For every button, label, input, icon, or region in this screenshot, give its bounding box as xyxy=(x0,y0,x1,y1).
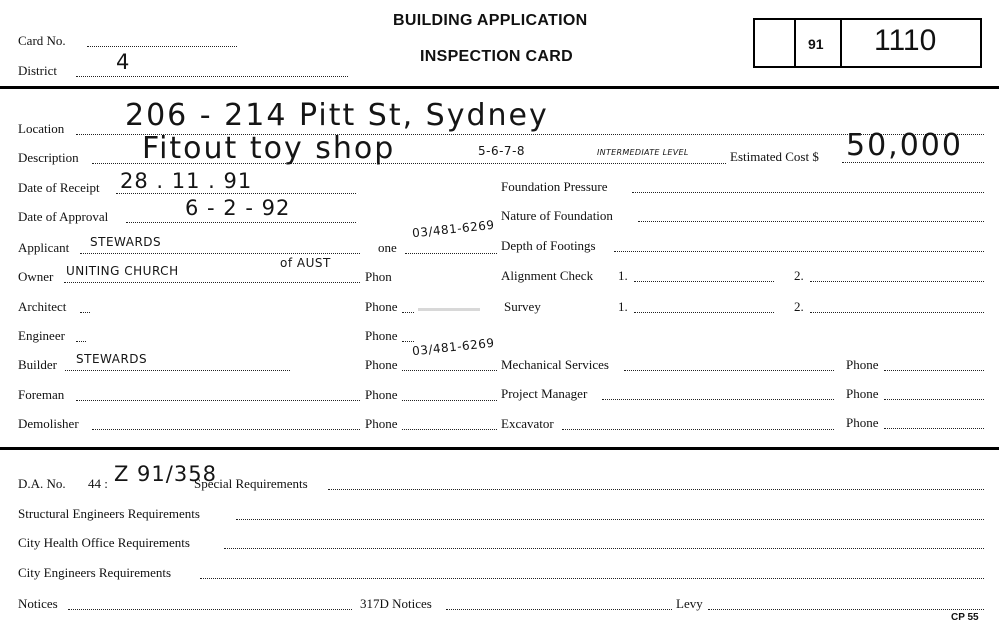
health-label: City Health Office Requirements xyxy=(18,535,190,550)
da-value: Z 91/358 xyxy=(114,462,217,486)
applicant-phone-line[interactable] xyxy=(405,253,497,254)
engineers-label: City Engineers Requirements xyxy=(18,565,172,580)
foreman-phone-line[interactable] xyxy=(402,400,497,401)
owner-label: Owner xyxy=(18,269,54,284)
structural-label: Structural Engineers Requirements xyxy=(18,506,200,521)
mechanical-line[interactable] xyxy=(624,370,834,371)
applicant-phone-value: 03/481-6269 xyxy=(411,217,496,241)
card-number: 1110 xyxy=(874,24,937,57)
foreman-phone-label: Phone xyxy=(365,387,398,402)
mechanical-phone-line[interactable] xyxy=(884,370,984,371)
notices-line[interactable] xyxy=(68,609,352,610)
health-line[interactable] xyxy=(224,548,984,549)
architect-line[interactable] xyxy=(80,312,90,313)
engineers-line[interactable] xyxy=(200,578,984,579)
builder-line[interactable] xyxy=(65,370,290,371)
project-manager-label: Project Manager xyxy=(501,386,588,401)
project-manager-phone-line[interactable] xyxy=(884,399,984,400)
mechanical-phone-label: Phone xyxy=(846,357,879,372)
description-value: Fitout toy shop xyxy=(142,131,396,166)
special-line[interactable] xyxy=(328,489,984,490)
excavator-phone-line[interactable] xyxy=(884,428,984,429)
foundation-pressure-line[interactable] xyxy=(632,192,984,193)
header-divider xyxy=(0,86,999,89)
location-label: Location xyxy=(18,121,65,136)
description-floors: 5-6-7-8 xyxy=(478,144,526,158)
owner-value: UNITING CHURCH xyxy=(66,264,179,278)
box-divider-1 xyxy=(794,18,796,68)
da-prefix: 44 : xyxy=(88,476,108,491)
levy-label: Levy xyxy=(676,596,703,611)
depth-footings-line[interactable] xyxy=(614,251,984,252)
da-label: D.A. No. xyxy=(18,476,66,491)
levy-line[interactable] xyxy=(708,609,984,610)
location-value: 206 - 214 Pitt St, Sydney xyxy=(125,98,549,133)
owner-line[interactable] xyxy=(64,282,360,283)
survey-2-line[interactable] xyxy=(810,312,984,313)
special-label: Special Requirements xyxy=(194,476,308,491)
survey-label: Survey xyxy=(504,299,541,314)
foreman-line[interactable] xyxy=(76,400,360,401)
estimated-cost-value: 50,000 xyxy=(846,128,963,163)
architect-phone-line[interactable] xyxy=(402,312,414,313)
mechanical-label: Mechanical Services xyxy=(501,357,609,372)
date-approval-line[interactable] xyxy=(126,222,356,223)
card-number-box xyxy=(753,18,982,68)
project-manager-line[interactable] xyxy=(602,399,834,400)
owner-value-2: of AUST xyxy=(280,256,331,270)
district-label: District xyxy=(18,63,57,78)
form-code: CP 55 xyxy=(951,612,979,623)
date-approval-label: Date of Approval xyxy=(18,209,109,224)
alignment-1-label: 1. xyxy=(618,268,628,283)
builder-phone-label: Phone xyxy=(365,357,398,372)
depth-footings-label: Depth of Footings xyxy=(501,238,596,253)
builder-phone-value: 03/481-6269 xyxy=(411,335,496,359)
builder-label: Builder xyxy=(18,357,57,372)
nature-foundation-line[interactable] xyxy=(638,221,984,222)
project-manager-phone-label: Phone xyxy=(846,386,879,401)
foundation-pressure-label: Foundation Pressure xyxy=(501,179,608,194)
builder-phone-line[interactable] xyxy=(402,370,497,371)
structural-line[interactable] xyxy=(236,519,984,520)
title-line-2: INSPECTION CARD xyxy=(420,48,573,65)
excavator-line[interactable] xyxy=(562,429,834,430)
owner-phone-label: Phon xyxy=(365,269,392,284)
district-value: 4 xyxy=(116,50,131,74)
builder-value: STEWARDS xyxy=(76,352,148,366)
title-line-1: BUILDING APPLICATION xyxy=(393,12,588,29)
applicant-line[interactable] xyxy=(80,253,360,254)
description-label: Description xyxy=(18,150,79,165)
architect-phone-label: Phone xyxy=(365,299,398,314)
card-no-line[interactable] xyxy=(87,46,237,47)
demolisher-phone-line[interactable] xyxy=(402,429,497,430)
demolisher-line[interactable] xyxy=(92,429,360,430)
date-receipt-value: 28 . 11 . 91 xyxy=(120,169,253,193)
box-divider-2 xyxy=(840,18,842,68)
estimated-cost-label: Estimated Cost $ xyxy=(730,149,819,164)
alignment-2-label: 2. xyxy=(794,268,804,283)
survey-2-label: 2. xyxy=(794,299,804,314)
architect-phone-redaction xyxy=(418,308,480,311)
demolisher-phone-label: Phone xyxy=(365,416,398,431)
district-line[interactable] xyxy=(76,76,348,77)
requirements-divider xyxy=(0,447,999,450)
survey-1-label: 1. xyxy=(618,299,628,314)
notices-317d-line[interactable] xyxy=(446,609,672,610)
card-year: 91 xyxy=(808,36,824,52)
engineer-line[interactable] xyxy=(76,341,86,342)
excavator-label: Excavator xyxy=(501,416,554,431)
excavator-phone-label: Phone xyxy=(846,415,879,430)
nature-foundation-label: Nature of Foundation xyxy=(501,208,613,223)
date-receipt-label: Date of Receipt xyxy=(18,180,100,195)
card-no-label: Card No. xyxy=(18,33,66,48)
engineer-phone-label: Phone xyxy=(365,328,398,343)
date-receipt-line[interactable] xyxy=(116,193,356,194)
applicant-label: Applicant xyxy=(18,240,70,255)
architect-label: Architect xyxy=(18,299,67,314)
date-approval-value: 6 - 2 - 92 xyxy=(185,196,291,220)
engineer-phone-line[interactable] xyxy=(402,341,414,342)
demolisher-label: Demolisher xyxy=(18,416,79,431)
alignment-2-line[interactable] xyxy=(810,281,984,282)
survey-1-line[interactable] xyxy=(634,312,774,313)
engineer-label: Engineer xyxy=(18,328,65,343)
alignment-1-line[interactable] xyxy=(634,281,774,282)
applicant-phone-label: one xyxy=(378,240,397,255)
notices-317d-label: 317D Notices xyxy=(360,596,432,611)
applicant-value: STEWARDS xyxy=(90,235,162,249)
notices-label: Notices xyxy=(18,596,58,611)
description-note: INTERMEDIATE LEVEL xyxy=(597,148,689,157)
alignment-check-label: Alignment Check xyxy=(501,268,594,283)
foreman-label: Foreman xyxy=(18,387,65,402)
